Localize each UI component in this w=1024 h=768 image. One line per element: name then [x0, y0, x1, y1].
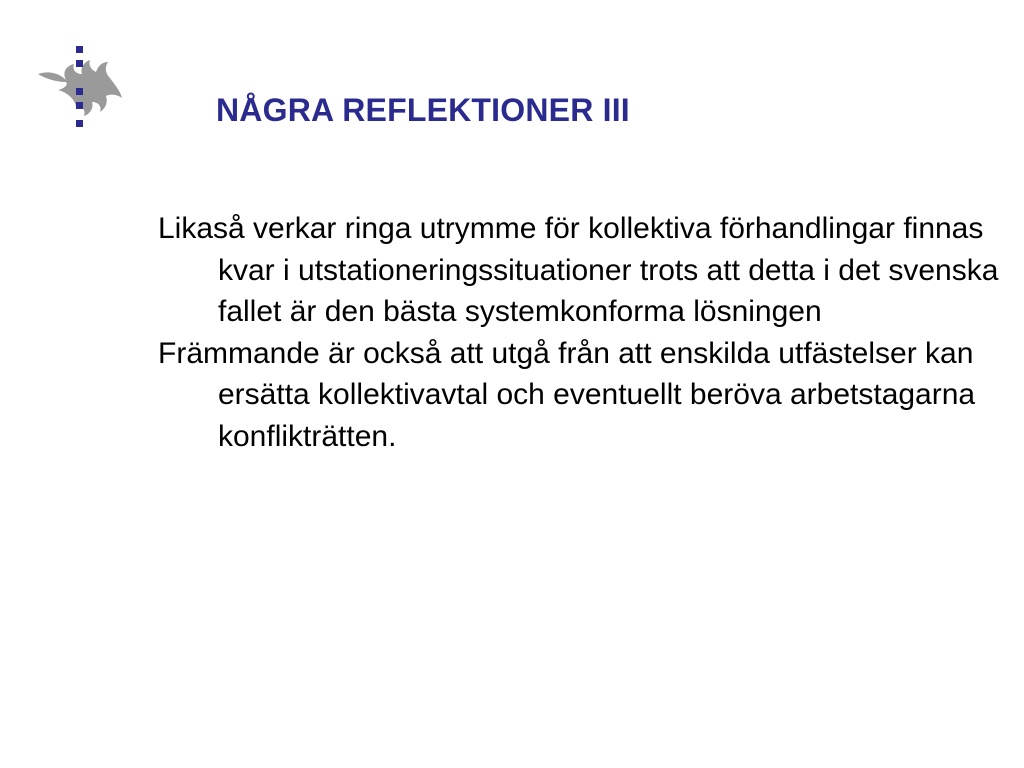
paragraph-1: Likaså verkar ringa utrymme för kollektiva förhandlingar finnas kvar i utstationeringssituationer trots att detta i det svenska fallet är den bästa systemkonforma lösningen [158, 212, 999, 328]
slide-body [158, 208, 1008, 457]
logo-dot-1 [76, 46, 83, 53]
slide-title: NÅGRA REFLEKTIONER III [216, 92, 630, 128]
university-flame-logo-icon [36, 44, 126, 136]
logo-dot-5 [76, 120, 83, 127]
logo-dot-4 [76, 102, 83, 109]
paragraph-2: Främmande är också att utgå från att enskilda utfästelser kan ersätta kollektivavtal och eventuellt beröva arbetstagarna konflikträtten. [158, 336, 976, 453]
logo-dot-2 [76, 60, 83, 67]
logo-dot-3 [76, 88, 83, 95]
